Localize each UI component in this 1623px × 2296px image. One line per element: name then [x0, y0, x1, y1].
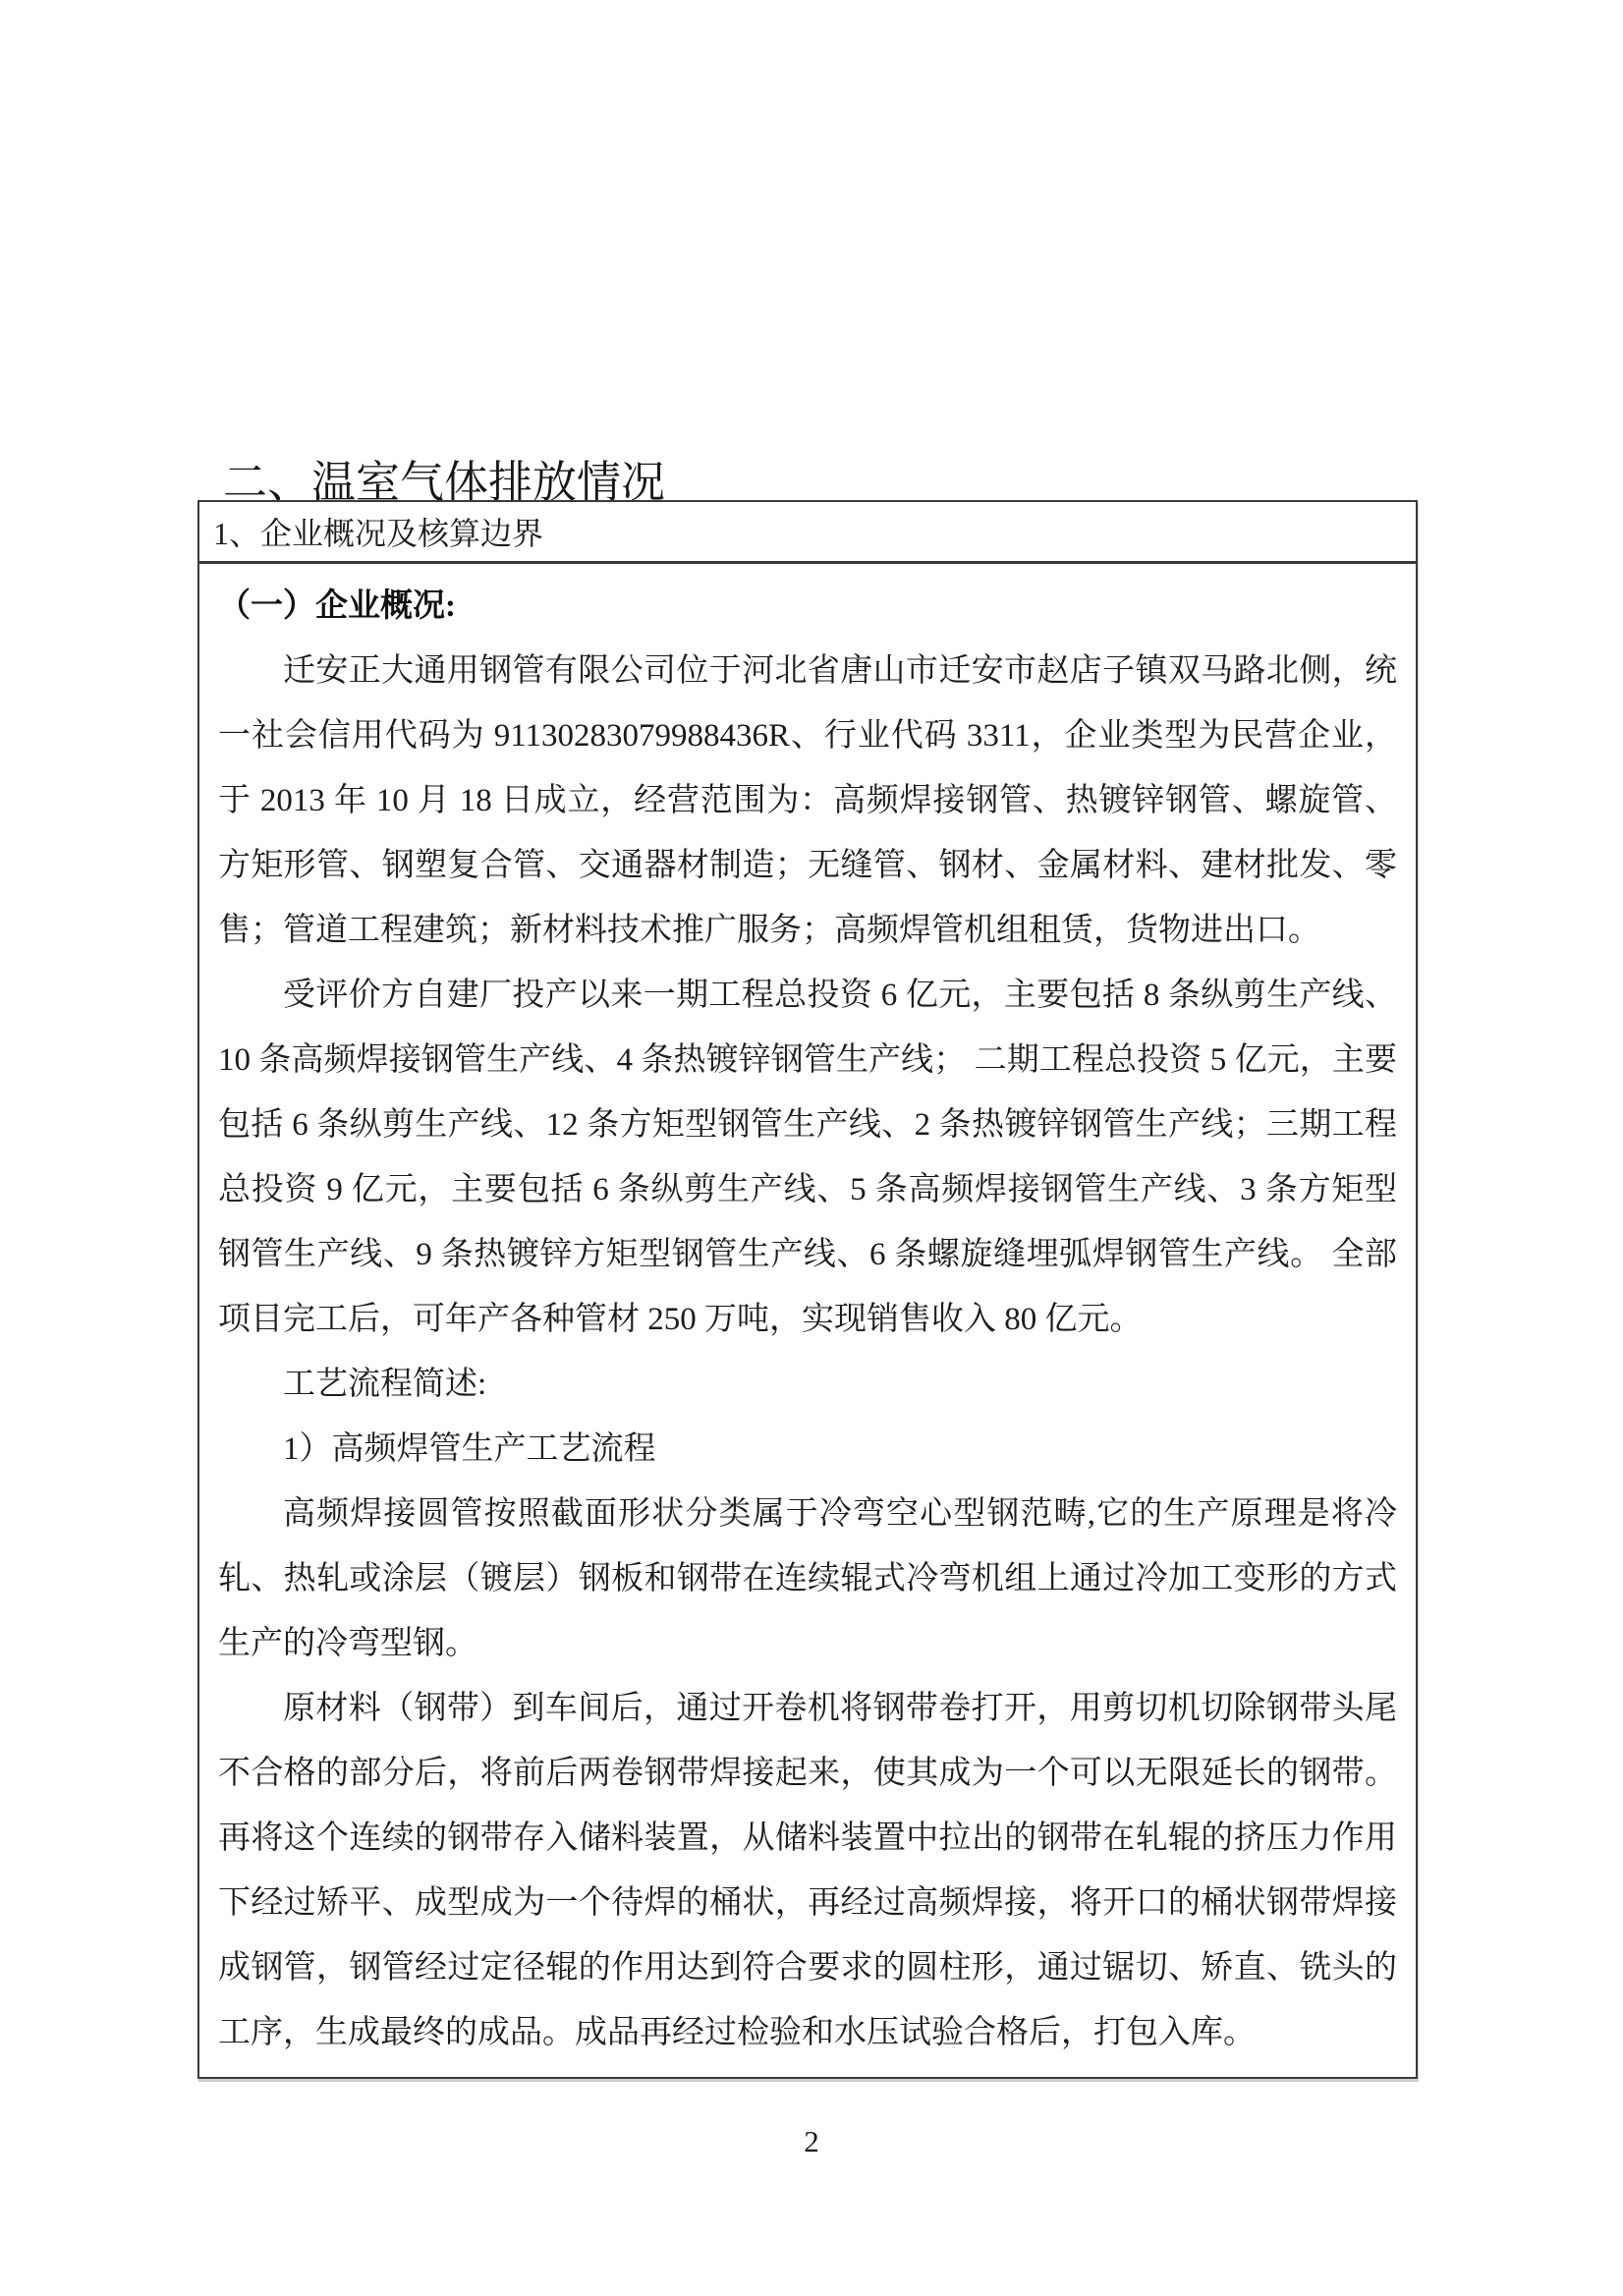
body-paragraph-company-overview: 迁安正大通用钢管有限公司位于河北省唐山市迁安市赵店子镇双马路北侧，统一社会信用代码为 91130283079988436R、行业代码 3311，企业类型为民营企业，于 2013 年 10 月 18 日成立，经营范围为：高频焊接钢管、热镀锌钢管、螺旋管、方矩形管、钢塑复合管、交通器材制造；无缝管、钢材、金属材料、建材批发、零售；管道工程建筑；新材料技术推广服务；高频焊管机组租赁，货物进出口。	[218, 653, 1397, 948]
body-paragraph-process-title: 1）高频焊管生产工艺流程	[283, 1431, 656, 1467]
table-header-row	[199, 502, 1416, 564]
body-paragraph-production-steps: 原材料（钢带）到车间后，通过开卷机将钢带卷打开，用剪切机切除钢带头尾不合格的部分后，将前后两卷钢带焊接起来，使其成为一个可以无限延长的钢带。再将这个连续的钢带存入储料装置，从储料装置中拉出的钢带在轧辊的挤压力作用下经过矫平、成型成为一个待焊的桶状，再经过高频焊接，将开口的桶状钢带焊接成钢管，钢管经过定径辊的作用达到符合要求的圆柱形，通过锯切、矫直、铣头的工序，生成最终的成品。成品再经过检验和水压试验合格后，打包入库。	[218, 1691, 1397, 2050]
body-paragraph-process-intro-label: 工艺流程简述:	[283, 1367, 487, 1402]
document-title: 二、温室气体排放情况	[223, 458, 666, 508]
section-table	[197, 500, 1418, 2079]
body-paragraph-cold-bending-principle: 高频焊接圆管按照截面形状分类属于冷弯空心型钢范畴,它的生产原理是将冷轧、热轧或涂层（镀层）钢板和钢带在连续辊式冷弯机组上通过冷加工变形的方式生产的冷弯型钢。	[218, 1496, 1397, 1661]
section-heading: （一）企业概况:	[218, 588, 456, 624]
body-paragraph-investment-phases: 受评价方自建厂投产以来一期工程总投资 6 亿元，主要包括 8 条纵剪生产线、10 条高频焊接钢管生产线、4 条热镀锌钢管生产线； 二期工程总投资 5 亿元，主要包括 6 条纵剪生产线、12 条方矩型钢管生产线、2 条热镀锌钢管生产线；三期工程总投资 9 亿元，主要包括 6 条纵剪生产线、5 条高频焊接钢管生产线、3 条方矩型钢管生产线、9 条热镀锌方矩型钢管生产线、6 条螺旋缝埋弧焊钢管生产线。 全部项目完工后，可年产各种管材 250 万吨，实现销售收入 80 亿元。	[218, 978, 1397, 1337]
page-number: 2	[804, 2124, 819, 2158]
table-body-cell	[199, 564, 1416, 2077]
table-header-label: 1、企业概况及核算边界	[213, 516, 544, 551]
